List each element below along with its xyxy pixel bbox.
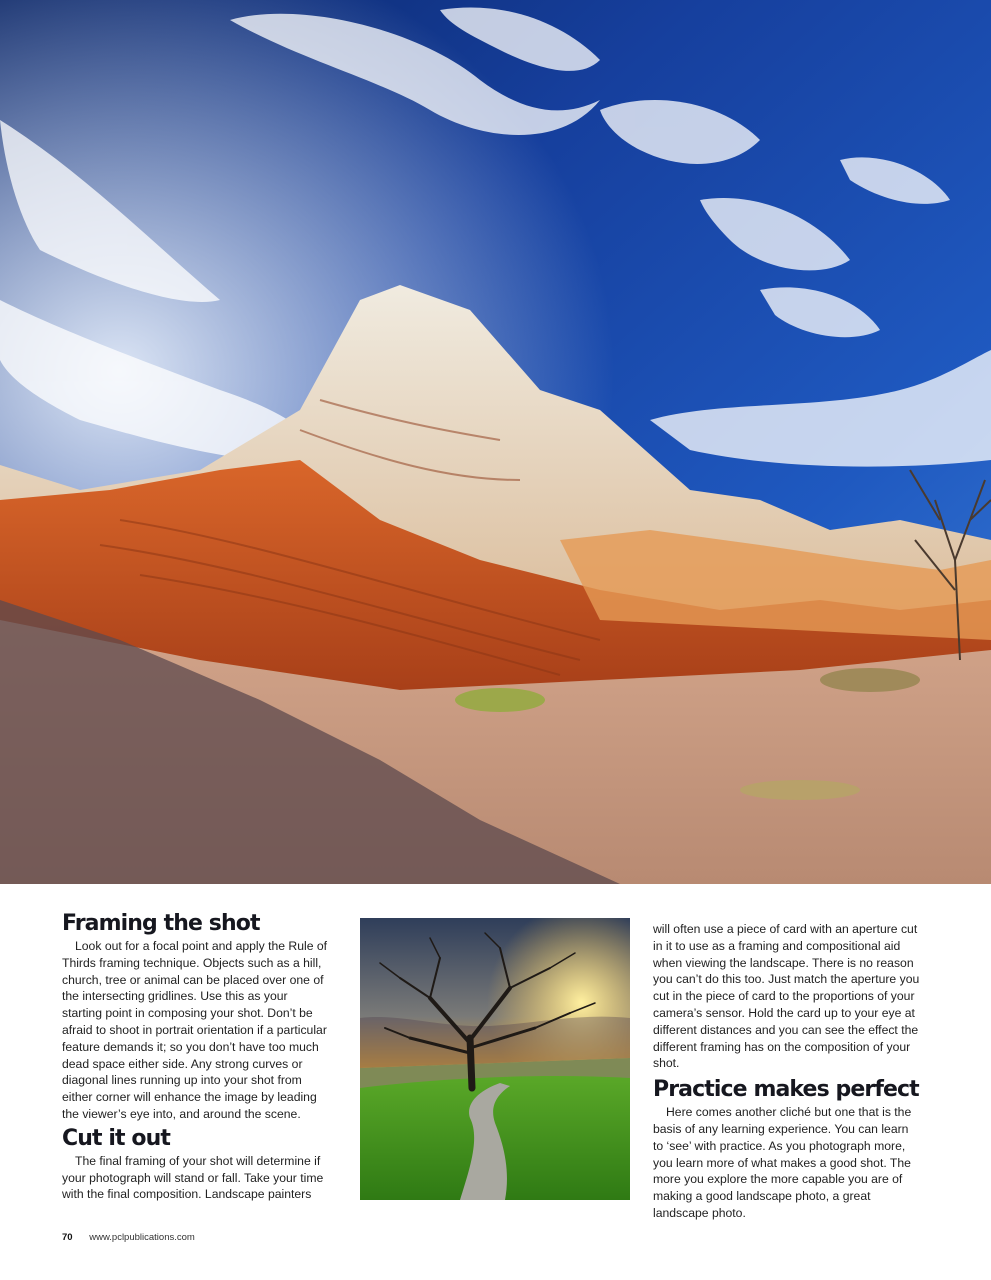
heading-practice: Practice makes perfect	[653, 1077, 919, 1103]
body-practice: Here comes another cliché but one that is the basis of any learning experience. You can learn to ‘see’ with practice. As you photograph more, you learn more of what makes a good shot. The more you explore the more capable you are of making a good landscape photo, a great landscape photo.	[653, 1105, 912, 1220]
heading-framing: Framing the shot	[62, 911, 260, 936]
page-footer	[62, 1232, 195, 1243]
heading-cut: Cut it out	[62, 1125, 170, 1151]
inset-photo	[360, 918, 630, 1200]
body-cut: The final framing of your shot will determine if your photograph will stand or fall. Take your time with the final composition. Landscape painters	[62, 1153, 324, 1202]
tree-path-photo	[360, 918, 630, 1200]
footer-url[interactable]: www.pclpublications.com	[89, 1232, 195, 1243]
column-right	[653, 921, 921, 1222]
column-left	[62, 910, 330, 1203]
body-cut-continued: will often use a piece of card with an aperture cut in it to use as a framing and compositional aid when viewing the landscape. There is no reason you can’t do this too. Just match the aperture you cut in the piece of card to the proportions of your camera’s sensor. Hold the card up to your eye at different distances and you can see the effect the different framing has on the composition of your shot.	[653, 922, 920, 1071]
body-framing: Look out for a focal point and apply the Rule of Thirds framing technique. Objects such as a hill, church, tree or animal can be placed over one of the intersecting gridlines. Use this as your starting point in composing your shot. Don’t be afraid to shoot in portrait orientation if a particular feature demands it; so you don’t have too much dead space either side. Any strong curves or diagonal lines running up into your shot from either corner will enhance the image by leading the viewer’s eye into, and around the scene.	[62, 939, 328, 1121]
page-number: 70	[62, 1232, 73, 1243]
